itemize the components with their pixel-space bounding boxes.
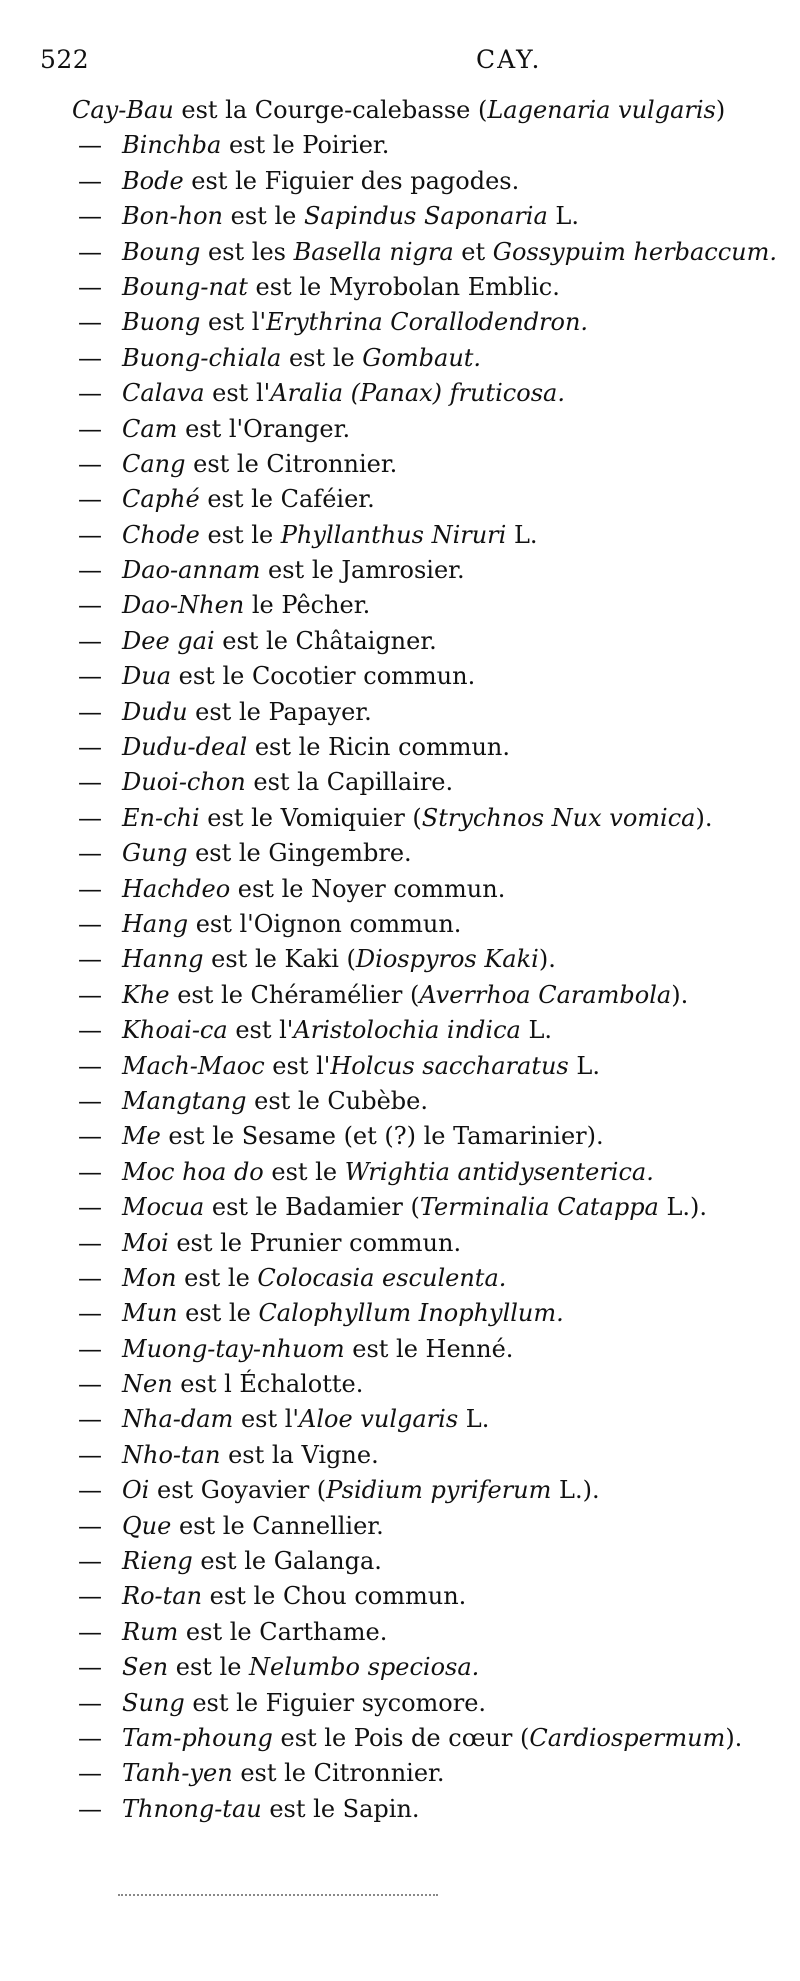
entry-description: est l Échalotte.	[172, 1370, 364, 1399]
entry-text	[122, 836, 412, 871]
latin-name: Averrhoa Carambola	[419, 980, 672, 1009]
list-item	[0, 1402, 800, 1437]
list-item	[0, 659, 800, 694]
list-item	[0, 836, 800, 871]
list-item	[0, 341, 800, 376]
entry-description: est le	[281, 343, 363, 372]
latin-name: Terminalia Catappa	[419, 1193, 659, 1222]
entry-description: est la Capillaire.	[245, 768, 454, 797]
vernacular-name: Thnong-tau	[122, 1794, 262, 1823]
list-item	[0, 1544, 800, 1579]
vernacular-name: Binchba	[122, 131, 222, 160]
list-item	[0, 1721, 800, 1756]
list-item	[0, 93, 800, 128]
entry-dash: —	[78, 1547, 102, 1576]
list-item	[0, 1756, 800, 1791]
entry-dash: —	[78, 379, 102, 408]
list-item	[0, 447, 800, 482]
entry-text	[122, 1792, 420, 1827]
latin-name: Gombaut.	[362, 343, 482, 372]
entry-dash: —	[78, 1476, 102, 1505]
list-item	[0, 801, 800, 836]
entry-description: ).	[695, 803, 713, 832]
entry-description: )	[715, 96, 726, 124]
vernacular-name: Boung	[122, 237, 201, 266]
entry-description: est le Pois de cœur (	[272, 1723, 530, 1752]
vernacular-name: Gung	[122, 839, 188, 868]
running-head: CAY.	[476, 45, 542, 74]
vernacular-name: Calava	[122, 379, 205, 408]
entry-dash: —	[78, 237, 102, 266]
entry-description: est la Vigne.	[220, 1440, 379, 1469]
entry-description: est le Citronnier.	[185, 449, 398, 478]
entry-dash: —	[78, 131, 102, 160]
entry-dash: —	[78, 591, 102, 620]
list-item	[0, 482, 800, 517]
vernacular-name: Nen	[122, 1370, 173, 1399]
latin-name: Cardiospermum	[529, 1723, 726, 1752]
entry-description: L.	[568, 1051, 600, 1080]
list-item	[0, 730, 800, 765]
entry-text	[122, 1721, 742, 1756]
latin-name: Colocasia esculenta.	[257, 1263, 507, 1292]
vernacular-name: Dua	[122, 662, 172, 691]
entry-dash: —	[78, 1405, 102, 1434]
entry-dash: —	[78, 1653, 102, 1682]
entry-dash: —	[78, 308, 102, 337]
vernacular-name: Tam-phoung	[122, 1723, 273, 1752]
entry-description: est le Cubèbe.	[246, 1086, 428, 1115]
entry-dash: —	[78, 343, 102, 372]
entry-description: est le Carthame.	[178, 1617, 388, 1646]
vernacular-name: Que	[122, 1511, 172, 1540]
entry-description: est le Chéramélier (	[169, 980, 420, 1009]
list-item	[0, 1650, 800, 1685]
entry-description: est le	[223, 202, 304, 231]
entry-dash: —	[78, 1688, 102, 1717]
entry-dash: —	[78, 626, 102, 655]
entry-text	[122, 341, 481, 376]
entry-text	[122, 1686, 486, 1721]
entry-dash: —	[78, 1263, 102, 1292]
entry-dash: —	[78, 520, 102, 549]
list-item	[0, 942, 800, 977]
entry-text	[122, 553, 465, 588]
list-item	[0, 553, 800, 588]
vernacular-name: Oi	[122, 1476, 150, 1505]
entry-text	[122, 659, 475, 694]
entry-list	[0, 93, 800, 1827]
entry-dash: —	[78, 1122, 102, 1151]
entry-description: ).	[725, 1723, 743, 1752]
latin-name: Sapindus Saponaria	[303, 202, 548, 231]
list-item	[0, 695, 800, 730]
entry-description: L.).	[551, 1476, 600, 1505]
latin-name: Lagenaria vulgaris	[487, 96, 716, 124]
entry-description: est le Henné.	[344, 1334, 514, 1363]
latin-name: Gossypuim herbaccum.	[492, 237, 777, 266]
entry-description: est le Citronnier.	[232, 1759, 445, 1788]
latin-name: Aristolochia indica	[293, 1016, 521, 1045]
latin-name: Wrightia antidysenterica.	[344, 1157, 654, 1186]
entry-dash: —	[78, 1157, 102, 1186]
vernacular-name: Dudu-deal	[122, 733, 248, 762]
entry-description: est l'	[227, 1016, 294, 1045]
entry-dash: —	[78, 202, 102, 231]
entry-description: est le Vomiquier (	[199, 803, 422, 832]
entry-description: est l'	[233, 1405, 300, 1434]
entry-description: est le Figuier sycomore.	[184, 1688, 487, 1717]
list-item	[0, 1155, 800, 1190]
vernacular-name: Buong-chiala	[122, 343, 282, 372]
entry-description: est le Gingembre.	[187, 839, 412, 868]
list-item	[0, 624, 800, 659]
entry-text	[122, 1438, 379, 1473]
entry-text	[122, 518, 538, 553]
latin-name: Erythrina Corallodendron.	[266, 308, 589, 337]
list-item	[0, 1013, 800, 1048]
entry-text	[122, 1367, 363, 1402]
list-item	[0, 128, 800, 163]
entry-description: ).	[538, 945, 556, 974]
entry-description: est le Badamier (	[204, 1193, 420, 1222]
entry-description: est le Sapin.	[261, 1794, 420, 1823]
vernacular-name: Rieng	[122, 1547, 193, 1576]
list-item	[0, 305, 800, 340]
list-item	[0, 765, 800, 800]
vernacular-name: Mon	[122, 1263, 177, 1292]
entry-text	[122, 765, 453, 800]
entry-text	[122, 1579, 466, 1614]
entry-text	[122, 1402, 489, 1437]
entry-text	[122, 1013, 552, 1048]
entry-dash: —	[78, 980, 102, 1009]
vernacular-name: Nho-tan	[122, 1440, 221, 1469]
vernacular-name: Khoai-ca	[122, 1016, 228, 1045]
vernacular-name: Hanng	[122, 945, 204, 974]
list-item	[0, 872, 800, 907]
entry-text	[122, 801, 712, 836]
entry-description: est le Ricin commun.	[247, 733, 511, 762]
vernacular-name: En-chi	[122, 803, 200, 832]
vernacular-name: Mocua	[122, 1193, 205, 1222]
vernacular-name: Moi	[122, 1228, 169, 1257]
vernacular-name: Hachdeo	[122, 874, 231, 903]
vernacular-name: Me	[122, 1122, 161, 1151]
entry-text	[122, 1155, 654, 1190]
vernacular-name: Mach-Maoc	[122, 1051, 265, 1080]
list-item	[0, 1084, 800, 1119]
entry-description: L.).	[658, 1193, 708, 1222]
entry-dash: —	[78, 1440, 102, 1469]
entry-dash: —	[78, 1582, 102, 1611]
entry-description: est le	[176, 1263, 258, 1292]
entry-description: est le Galanga.	[192, 1547, 382, 1576]
latin-name: Psidium pyriferum	[326, 1476, 552, 1505]
entry-text	[72, 93, 725, 128]
vernacular-name: Mangtang	[122, 1086, 247, 1115]
list-item	[0, 1473, 800, 1508]
entry-description: ).	[671, 980, 689, 1009]
entry-dash: —	[78, 1016, 102, 1045]
entry-description: est l'	[204, 379, 271, 408]
entry-text	[122, 872, 505, 907]
entry-text	[122, 978, 688, 1013]
entry-description: est la Courge-calebasse (	[173, 96, 488, 124]
list-item	[0, 376, 800, 411]
entry-text	[122, 1756, 445, 1791]
entry-dash: —	[78, 839, 102, 868]
entry-description: L.	[520, 1016, 553, 1045]
entry-text	[122, 1190, 707, 1225]
vernacular-name: Khe	[122, 980, 170, 1009]
entry-dash: —	[78, 556, 102, 585]
vernacular-name: Moc hoa do	[122, 1157, 264, 1186]
vernacular-name: Dee gai	[122, 626, 215, 655]
vernacular-name: Hang	[122, 909, 189, 938]
list-item	[0, 412, 800, 447]
entry-dash: —	[78, 1228, 102, 1257]
entry-description: est l'	[200, 308, 267, 337]
entry-dash: —	[78, 1334, 102, 1363]
entry-dash: —	[78, 697, 102, 726]
entry-description: est le Caféier.	[199, 485, 375, 514]
entry-text	[122, 164, 519, 199]
entry-dash: —	[78, 909, 102, 938]
vernacular-name: Bode	[122, 166, 184, 195]
entry-dash: —	[78, 166, 102, 195]
entry-text	[122, 1650, 479, 1685]
vernacular-name: Mun	[122, 1299, 178, 1328]
entry-text	[122, 942, 556, 977]
list-item	[0, 1049, 800, 1084]
entry-description: est le Papayer.	[187, 697, 372, 726]
vernacular-name: Sung	[122, 1688, 185, 1717]
entry-text	[122, 1119, 604, 1154]
entry-dash: —	[78, 414, 102, 443]
list-item	[0, 164, 800, 199]
entry-dash: —	[78, 1051, 102, 1080]
entry-text	[122, 695, 372, 730]
entry-text	[122, 1615, 387, 1650]
entry-description: est l'Oignon commun.	[188, 909, 462, 938]
list-item	[0, 1190, 800, 1225]
list-item	[0, 270, 800, 305]
entry-dash: —	[78, 1723, 102, 1752]
page-number: 522	[40, 45, 90, 74]
entry-description: est le Noyer commun.	[230, 874, 506, 903]
entry-dash: —	[78, 272, 102, 301]
vernacular-name: Rum	[122, 1617, 179, 1646]
list-item	[0, 1615, 800, 1650]
entry-text	[122, 1544, 382, 1579]
entry-description: est le Prunier commun.	[168, 1228, 462, 1257]
entry-text	[122, 376, 565, 411]
entry-description: est le Myrobolan Emblic.	[247, 272, 560, 301]
entry-description: est le Cocotier commun.	[171, 662, 476, 691]
entry-description: est le	[263, 1157, 345, 1186]
latin-name: Basella nigra	[293, 237, 454, 266]
entry-description: est l'	[264, 1051, 331, 1080]
latin-name: Phyllanthus Niruri	[280, 520, 507, 549]
list-item	[0, 235, 800, 270]
vernacular-name: Boung-nat	[122, 272, 248, 301]
entry-description: est le	[168, 1653, 250, 1682]
entry-description: est le Kaki (	[203, 945, 356, 974]
entry-text	[122, 1049, 600, 1084]
entry-description: est le	[177, 1299, 259, 1328]
list-item	[0, 1332, 800, 1367]
latin-name: Strychnos Nux vomica	[421, 803, 696, 832]
entry-text	[122, 1261, 506, 1296]
vernacular-name: Tanh-yen	[122, 1759, 233, 1788]
list-item	[0, 1579, 800, 1614]
list-item	[0, 1226, 800, 1261]
entry-description: L.	[458, 1405, 490, 1434]
latin-name: Aralia (Panax) fruticosa.	[270, 379, 565, 408]
vernacular-name: Bon-hon	[122, 202, 224, 231]
entry-description: est le Jamrosier.	[260, 556, 465, 585]
entry-dash: —	[78, 485, 102, 514]
vernacular-name: Nha-dam	[122, 1405, 234, 1434]
entry-text	[122, 447, 397, 482]
entry-text	[122, 624, 437, 659]
list-item	[0, 978, 800, 1013]
entry-text	[122, 235, 777, 270]
vernacular-name: Cang	[122, 449, 186, 478]
list-item	[0, 1261, 800, 1296]
entry-text	[122, 412, 350, 447]
vernacular-name: Dao-Nhen	[122, 591, 245, 620]
vernacular-name: Cam	[122, 414, 178, 443]
entry-dash: —	[78, 1370, 102, 1399]
entry-dash: —	[78, 1794, 102, 1823]
entry-text	[122, 907, 461, 942]
list-item	[0, 907, 800, 942]
entry-dash: —	[78, 1086, 102, 1115]
vernacular-name: Muong-tay-nhuom	[122, 1334, 345, 1363]
list-item	[0, 1296, 800, 1331]
entry-description: est le Figuier des pagodes.	[183, 166, 520, 195]
entry-text	[122, 1084, 428, 1119]
entry-text	[122, 1473, 600, 1508]
entry-dash: —	[78, 1193, 102, 1222]
list-item	[0, 1686, 800, 1721]
entry-description: est le Poirier.	[221, 131, 390, 160]
entry-description: et	[453, 237, 493, 266]
vernacular-name: Buong	[122, 308, 201, 337]
entry-text	[122, 1226, 461, 1261]
entry-dash: —	[78, 1617, 102, 1646]
list-item	[0, 1119, 800, 1154]
entry-dash: —	[78, 1511, 102, 1540]
entry-text	[122, 730, 510, 765]
entry-text	[122, 305, 588, 340]
entry-dash: —	[78, 874, 102, 903]
entry-text	[122, 482, 375, 517]
entry-description: est Goyavier (	[149, 1476, 327, 1505]
entry-dash: —	[78, 768, 102, 797]
vernacular-name: Duoi-chon	[122, 768, 246, 797]
entry-description: L.	[547, 202, 579, 231]
latin-name: Diospyros Kaki	[355, 945, 539, 974]
entry-text	[122, 1296, 564, 1331]
entry-dash: —	[78, 1759, 102, 1788]
entry-description: le Pêcher.	[244, 591, 371, 620]
entry-dash: —	[78, 803, 102, 832]
entry-text	[122, 270, 560, 305]
latin-name: Holcus saccharatus	[330, 1051, 569, 1080]
vernacular-name: Cay-Bau	[72, 96, 174, 124]
entry-text	[122, 1332, 513, 1367]
entry-text	[122, 128, 389, 163]
entry-dash: —	[78, 733, 102, 762]
list-item	[0, 1367, 800, 1402]
entry-text	[122, 1509, 384, 1544]
list-item	[0, 1509, 800, 1544]
entry-description: L.	[506, 520, 538, 549]
list-item	[0, 588, 800, 623]
vernacular-name: Chode	[122, 520, 200, 549]
entry-dash: —	[78, 1299, 102, 1328]
vernacular-name: Ro-tan	[122, 1582, 203, 1611]
entry-dash: —	[78, 449, 102, 478]
list-item	[0, 518, 800, 553]
list-item	[0, 1792, 800, 1827]
entry-text	[122, 588, 370, 623]
entry-description: est le Chou commun.	[202, 1582, 467, 1611]
latin-name: Nelumbo speciosa.	[249, 1653, 480, 1682]
entry-description: est les	[200, 237, 294, 266]
entry-dash: —	[78, 662, 102, 691]
latin-name: Calophyllum Inophyllum.	[258, 1299, 564, 1328]
entry-text	[122, 199, 579, 234]
vernacular-name: Dudu	[122, 697, 188, 726]
entry-dash: —	[78, 945, 102, 974]
list-item	[0, 1438, 800, 1473]
entry-description: est le	[199, 520, 281, 549]
entry-description: est le Châtaigner.	[214, 626, 437, 655]
list-item	[0, 199, 800, 234]
vernacular-name: Dao-annam	[122, 556, 261, 585]
entry-description: est l'Oranger.	[177, 414, 351, 443]
vernacular-name: Caphé	[122, 485, 200, 514]
footer-dotted-rule	[118, 1894, 438, 1896]
entry-description: est le Sesame (et (?) le Tamarinier).	[160, 1122, 604, 1151]
latin-name: Aloe vulgaris	[299, 1405, 459, 1434]
vernacular-name: Sen	[122, 1653, 169, 1682]
entry-description: est le Cannellier.	[171, 1511, 384, 1540]
